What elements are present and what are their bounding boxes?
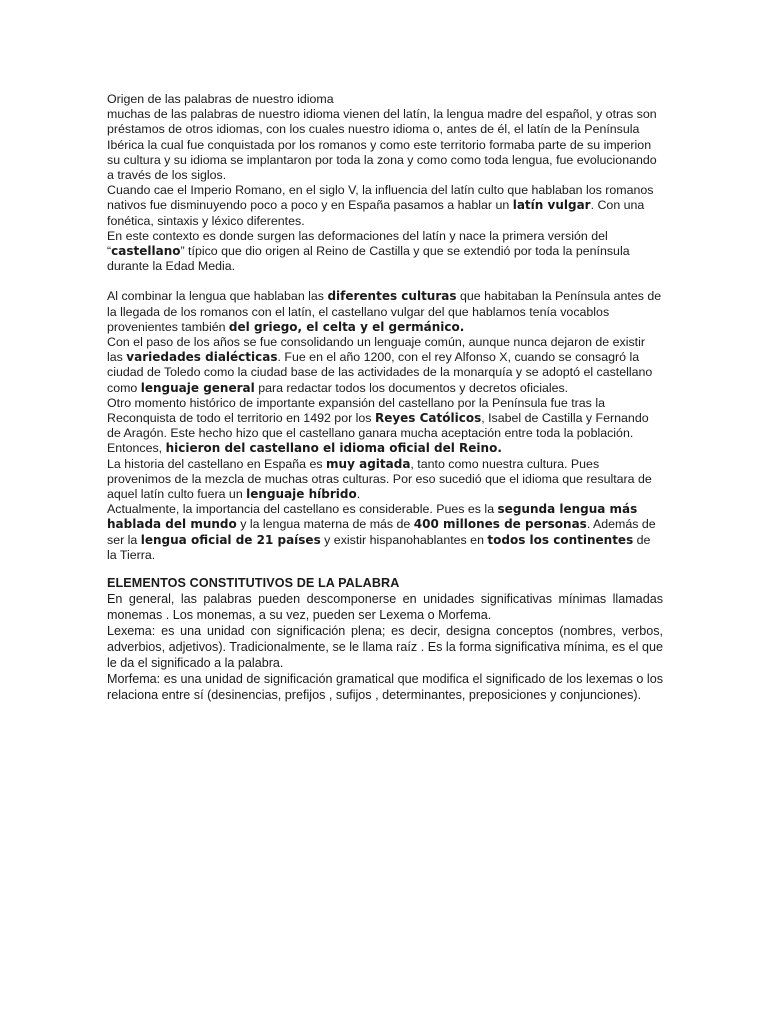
text-run: para redactar todos los documentos y decretos oficiales. xyxy=(254,380,569,395)
text-run: y la lengua materna de más de xyxy=(236,517,414,532)
text-run: que habitaban la Península antes de la llegada de los romanos con el latín, el castellano vulgar del que hablamos tenía vocablos provenientes también xyxy=(107,289,662,334)
text-run: . Fue en el año 1200, con el rey Alfonso X, cuando se consagró la ciudad de Toledo como la ciudad base de las actividades de la monarquía y se adoptó el castellano como xyxy=(107,350,653,395)
bold-text: hicieron del castellano el idioma oficial del Reino. xyxy=(165,441,502,456)
text-run: Con el paso de los años se fue consolidando un lenguaje común, aunque nunca dejaron de existir las xyxy=(107,335,645,365)
bold-text: diferentes culturas xyxy=(327,289,457,304)
paragraph-lexema: Lexema: es una unidad con significación plena; es decir, designa conceptos (nombres, verbos, adverbios, adjetivos). Tradicionalmente, se le llama raíz . Es la forma significativa mínima, es el que le da el significado a la palabra. xyxy=(107,624,663,671)
bold-text: lengua oficial de 21 países xyxy=(140,532,321,547)
text-run: . xyxy=(356,487,361,502)
paragraph-cultures xyxy=(107,289,663,335)
spacer xyxy=(107,563,663,576)
bold-text: muy agitada xyxy=(326,456,411,471)
text-run: La historia del castellano en España es xyxy=(107,456,327,471)
text-run: ” típico que dio origen al Reino de Castilla y que se extendió por toda la península durante la Edad Media. xyxy=(107,244,630,274)
document-body xyxy=(107,92,663,703)
bold-text: variedades dialécticas xyxy=(126,350,278,365)
paragraph-origin: muchas de las palabras de nuestro idioma vienen del latín, la lengua madre del español, y otras son préstamos de otros idiomas, con los cuales nuestro idioma o, antes de él, el latín de la Península Ibérica la cual fue conquistada por los romanos y como este territorio formaba parte de su imperion su cultura y su idioma se implantaron por toda la zona y como como toda lengua, fue evolucionando a través de los siglos. xyxy=(107,107,657,183)
paragraph-reconquista xyxy=(107,396,663,457)
document-title: Origen de las palabras de nuestro idioma xyxy=(107,92,334,106)
text-run: Actualmente, la importancia del castellano es considerable. Pues es la xyxy=(107,502,498,517)
text-run: En este contexto es donde surgen las deformaciones del latín y nace la primera versión del “ xyxy=(107,228,608,259)
bold-text: del griego, el celta y el germánico. xyxy=(228,319,465,334)
spacer xyxy=(107,274,663,289)
text-run: Otro momento histórico de importante expansión del castellano por la Península fue tras la Reconquista de todo el territorio en 1492 por los xyxy=(107,395,605,426)
text-run: . Además de ser la xyxy=(107,517,656,547)
paragraph-alfonso xyxy=(107,335,663,396)
bold-text: 400 millones de personas xyxy=(413,517,587,532)
text-run: . Con una fonética, sintaxis y léxico diferentes. xyxy=(107,198,645,228)
bold-text: Reyes Católicos xyxy=(374,411,482,426)
text-run: , tanto como nuestra cultura. Pues provenimos de la mezcla de muchas otras culturas. Por eso sucedió que el idioma que resultara de aquel latín culto fuera un xyxy=(107,456,652,502)
text-run: , Isabel de Castilla y Fernando de Aragón. Este hecho hizo que el castellano ganara mucha aceptación entre toda la población. Entonces, xyxy=(107,411,649,456)
text-run: de la Tierra. xyxy=(107,532,651,562)
bold-text: todos los continentes xyxy=(487,532,634,547)
bold-text: lenguaje general xyxy=(140,380,255,395)
bold-text: segunda lengua más hablada del mundo xyxy=(107,502,638,532)
text-run: Cuando cae el Imperio Romano, en el siglo V, la influencia del latín culto que hablaban los romanos nativos fue disminuyendo poco a poco y en España pasamos a hablar un xyxy=(107,183,654,213)
paragraph-morfema: Morfema: es una unidad de significación gramatical que modifica el significado de los lexemas o los relaciona entre sí (desinencias, prefijos , sufijos , determinantes, preposiciones y conjunciones). xyxy=(107,672,663,703)
paragraph-roman-empire xyxy=(107,183,663,229)
paragraph-history xyxy=(107,457,663,503)
bold-text: latín vulgar xyxy=(512,198,591,213)
bold-text: castellano xyxy=(111,244,181,259)
text-run: Al combinar la lengua que hablaban las xyxy=(107,289,328,304)
paragraph-monemas: En general, las palabras pueden descomponerse en unidades significativas mínimas llamadas monemas . Los monemas, a su vez, pueden ser Lexema o Morfema. xyxy=(107,592,663,623)
paragraph-castellano xyxy=(107,229,663,275)
section-heading: ELEMENTOS CONSTITUTIVOS DE LA PALABRA xyxy=(107,576,400,591)
bold-text: lenguaje híbrido xyxy=(246,487,357,502)
text-run: y existir hispanohablantes en xyxy=(320,532,488,547)
paragraph-importance xyxy=(107,502,663,563)
